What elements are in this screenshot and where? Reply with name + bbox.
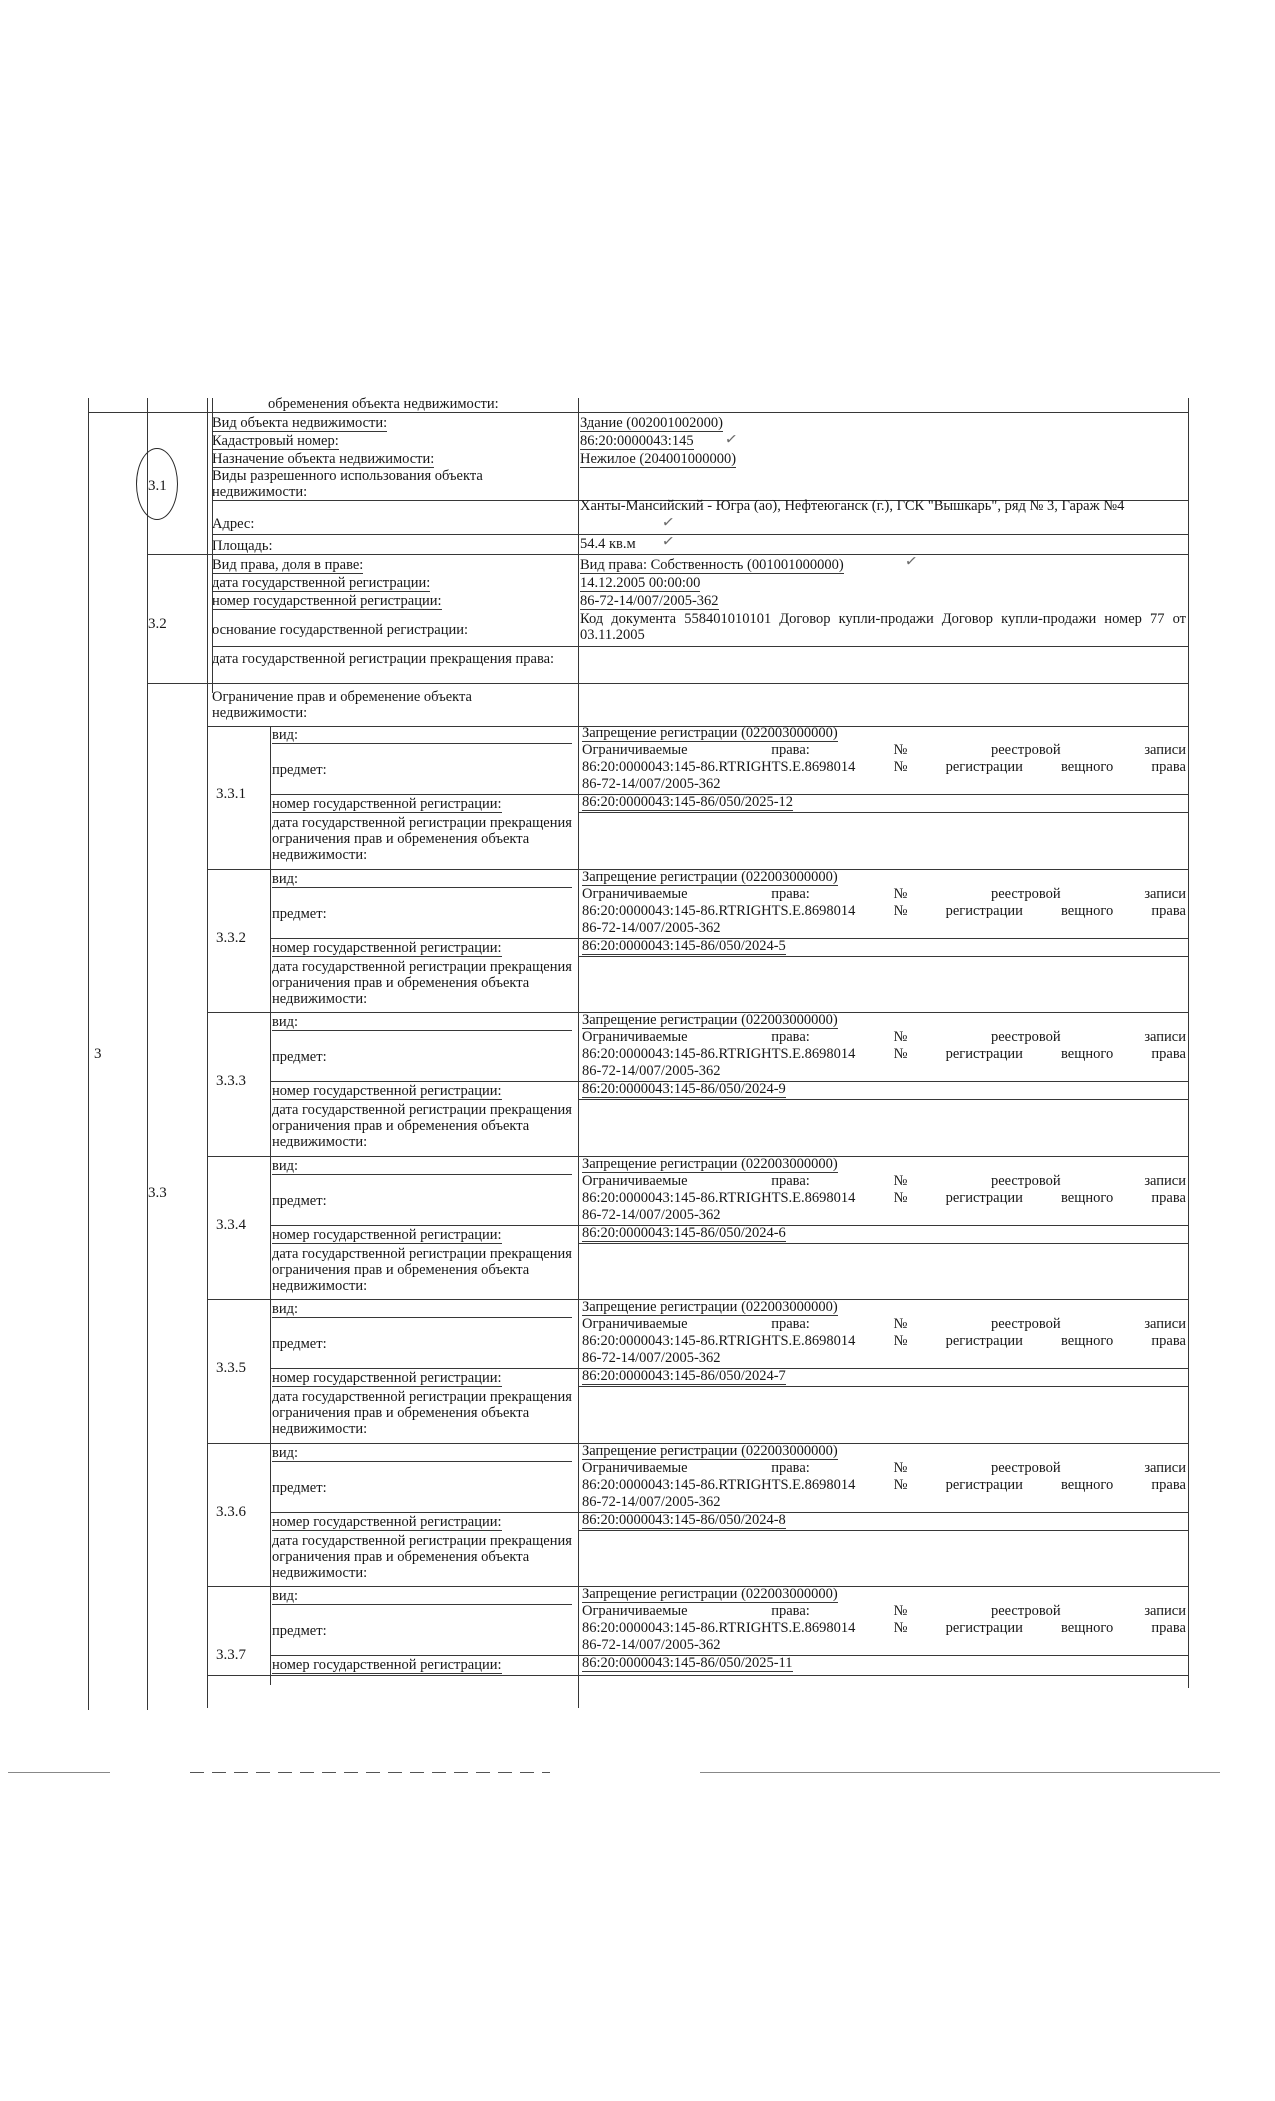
s32-right-value: Вид права: Собственность (001001000000) <box>580 557 844 573</box>
item-subject-word: вещного <box>1061 759 1114 775</box>
item-subject-word: № <box>893 742 908 758</box>
item-subject-line1 <box>582 1603 1186 1619</box>
item-subject-word: 86:20:0000043:145-86.RTRIGHTS.E.8698014 <box>582 1189 856 1206</box>
item-subject-word: записи <box>1144 742 1186 758</box>
item-subject-word: Ограничиваемые <box>582 1459 688 1476</box>
item-subject-line2 <box>582 759 1186 775</box>
item-subject-word: права: <box>771 742 810 758</box>
s31-address-value: Ханты-Мансийский - Югра (ао), Нефтеюганск (г.), ГСК "Вышкарь", ряд № 3, Гараж №4 <box>580 498 1125 514</box>
item-subject-line2 <box>582 1620 1186 1636</box>
s32-right-label: Вид права, доля в праве: <box>212 557 364 573</box>
s31-address-label: Адрес: <box>212 516 255 532</box>
item-kind-label: вид: <box>272 1588 572 1605</box>
item-number: 3.3.1 <box>216 786 246 802</box>
top-row-label: обременения объекта недвижимости: <box>268 396 499 412</box>
item-regnum-label: номер государственной регистрации: <box>272 939 502 956</box>
item-kind-value: Запрещение регистрации (022003000000) <box>582 1155 838 1172</box>
item-subject-line3: 86-72-14/007/2005-362 <box>582 919 721 936</box>
scan-line <box>700 1772 1220 1773</box>
item-subject-label: предмет: <box>272 905 327 922</box>
item-regnum-value: 86:20:0000043:145-86/050/2024-7 <box>582 1368 786 1384</box>
s32-date-value: 14.12.2005 00:00:00 <box>580 575 701 591</box>
s31-area-value: 54.4 кв.м <box>580 536 636 552</box>
item-number: 3.3.2 <box>216 929 246 946</box>
item-subject-word: № <box>893 1172 908 1189</box>
item-subject-line2 <box>582 903 1186 919</box>
grid-line <box>270 1300 271 1444</box>
item-enddate-label: дата государственной регистрации прекращения ограничения прав и обременения объекта недвижимости: <box>272 958 572 1007</box>
item-subject-line1 <box>582 1173 1186 1189</box>
item-regnum-value: 86:20:0000043:145-86/050/2024-8 <box>582 1511 786 1528</box>
item-kind-label: вид: <box>272 1445 572 1462</box>
s31-purpose-value: Нежилое (204001000000) <box>580 451 737 467</box>
grid-line <box>270 1444 271 1588</box>
grid-line <box>212 534 1188 535</box>
item-subject-line3: 86-72-14/007/2005-362 <box>582 776 721 792</box>
item-subject-label: предмет: <box>272 1479 327 1496</box>
item-subject-word: регистрации <box>945 759 1023 775</box>
item-kind-label: вид: <box>272 1301 572 1318</box>
item-subject-word: записи <box>1144 1603 1186 1619</box>
item-subject-word: 86:20:0000043:145-86.RTRIGHTS.E.8698014 <box>582 759 856 775</box>
item-kind-label: вид: <box>272 1014 572 1031</box>
grid-line <box>147 554 1188 555</box>
s32-basis-value: Код документа 558401010101 Договор купли-продажи Договор купли-продажи номер 77 от 03.11.2005 <box>580 611 1186 643</box>
handwritten-check-icon: ✓ <box>660 533 676 551</box>
item-kind-value: Запрещение регистрации (022003000000) <box>582 868 838 885</box>
s31-use-label: Виды разрешенного использования объекта недвижимости: <box>212 468 483 500</box>
grid-line <box>578 1386 1188 1387</box>
grid-line <box>270 1013 271 1157</box>
item-subject-line1 <box>582 1029 1186 1045</box>
item-kind-label: вид: <box>272 871 572 888</box>
item-subject-word: № <box>893 1029 908 1045</box>
item-regnum-label: номер государственной регистрации: <box>272 1226 502 1243</box>
item-subject-word: № <box>893 759 908 775</box>
handwritten-check-icon: ✓ <box>903 553 919 571</box>
item-subject-word: права <box>1151 1189 1186 1206</box>
item-subject-word: Ограничиваемые <box>582 1316 688 1332</box>
grid-line <box>578 1530 1188 1531</box>
item-subject-word: реестровой <box>990 1029 1061 1045</box>
item-enddate-label: дата государственной регистрации прекращения ограничения прав и обременения объекта недвижимости: <box>272 815 572 863</box>
item-kind-value: Запрещение регистрации (022003000000) <box>582 1586 838 1602</box>
item-subject-word: Ограничиваемые <box>582 885 688 902</box>
scan-line <box>8 1772 110 1773</box>
item-subject-word: реестровой <box>990 1459 1061 1476</box>
item-subject-word: права: <box>771 1316 810 1332</box>
item-number: 3.3.7 <box>216 1647 246 1663</box>
item-subject-line3: 86-72-14/007/2005-362 <box>582 1637 721 1653</box>
item-regnum-value: 86:20:0000043:145-86/050/2024-5 <box>582 937 786 954</box>
s32-basis-label: основание государственной регистрации: <box>212 622 469 638</box>
item-subject-word: № <box>893 1620 908 1636</box>
item-kind-value: Запрещение регистрации (022003000000) <box>582 725 838 741</box>
grid-line <box>578 812 1188 813</box>
item-subject-word: права: <box>771 1603 810 1619</box>
item-regnum-value: 86:20:0000043:145-86/050/2024-6 <box>582 1224 786 1241</box>
item-subject-word: права: <box>771 1029 810 1045</box>
item-subject-word: регистрации <box>945 1476 1023 1493</box>
item-subject-word: Ограничиваемые <box>582 742 688 758</box>
item-subject-label: предмет: <box>272 762 327 778</box>
s31-cadastral-value: 86:20:0000043:145 <box>580 433 694 449</box>
grid-line <box>88 412 1188 413</box>
item-subject-word: регистрации <box>945 1189 1023 1206</box>
item-subject-line2 <box>582 1046 1186 1062</box>
item-subject-word: вещного <box>1061 1046 1114 1062</box>
section-number: 3 <box>94 1046 102 1062</box>
item-subject-word: 86:20:0000043:145-86.RTRIGHTS.E.8698014 <box>582 902 856 919</box>
item-enddate-label: дата государственной регистрации прекращения ограничения прав и обременения объекта недвижимости: <box>272 1389 572 1437</box>
item-subject-word: вещного <box>1061 1620 1114 1636</box>
item-enddate-label: дата государственной регистрации прекращения ограничения прав и обременения объекта недвижимости: <box>272 1532 572 1581</box>
s32-regnum-value: 86-72-14/007/2005-362 <box>580 593 719 609</box>
item-kind-label: вид: <box>272 727 572 744</box>
item-subject-word: № <box>893 1603 908 1619</box>
item-subject-word: 86:20:0000043:145-86.RTRIGHTS.E.8698014 <box>582 1333 856 1349</box>
s32-date-label: дата государственной регистрации: <box>212 575 431 591</box>
item-subject-word: регистрации <box>945 1620 1023 1636</box>
item-subject-line2 <box>582 1333 1186 1349</box>
grid-line <box>578 956 1188 957</box>
item-subject-word: реестровой <box>990 1316 1061 1332</box>
item-subject-word: права <box>1151 1476 1186 1493</box>
item-kind-label: вид: <box>272 1158 572 1175</box>
item-subject-word: реестровой <box>990 885 1061 902</box>
grid-line <box>270 1587 271 1685</box>
item-subject-word: № <box>893 1333 908 1349</box>
item-subject-word: Ограничиваемые <box>582 1029 688 1045</box>
grid-line <box>578 1099 1188 1100</box>
item-subject-word: реестровой <box>990 742 1061 758</box>
item-regnum-label: номер государственной регистрации: <box>272 1657 502 1673</box>
item-subject-line3: 86-72-14/007/2005-362 <box>582 1063 721 1079</box>
item-subject-word: № <box>893 902 908 919</box>
item-subject-word: регистрации <box>945 1333 1023 1349</box>
item-subject-word: вещного <box>1061 1476 1114 1493</box>
s31-area-label: Площадь: <box>212 538 273 554</box>
item-subject-line3: 86-72-14/007/2005-362 <box>582 1206 721 1223</box>
item-enddate-label: дата государственной регистрации прекращения ограничения прав и обременения объекта недвижимости: <box>272 1245 572 1294</box>
item-number: 3.3.4 <box>216 1216 246 1233</box>
item-number: 3.3.3 <box>216 1073 246 1089</box>
item-subject-word: реестровой <box>990 1603 1061 1619</box>
item-subject-word: записи <box>1144 1316 1186 1332</box>
item-subject-word: права: <box>771 885 810 902</box>
item-regnum-label: номер государственной регистрации: <box>272 1370 502 1386</box>
grid-line <box>207 1675 1188 1676</box>
item-subject-word: права <box>1151 759 1186 775</box>
item-subject-label: предмет: <box>272 1623 327 1639</box>
s31-kind-value: Здание (002001002000) <box>580 415 723 431</box>
item-regnum-label: номер государственной регистрации: <box>272 1513 502 1530</box>
item-enddate-label: дата государственной регистрации прекращения ограничения прав и обременения объекта недвижимости: <box>272 1102 572 1150</box>
item-subject-word: регистрации <box>945 902 1023 919</box>
grid-line <box>147 398 148 1710</box>
item-subject-word: права <box>1151 1046 1186 1062</box>
item-subject-line3: 86-72-14/007/2005-362 <box>582 1350 721 1366</box>
s31-cadastral-label: Кадастровый номер: <box>212 433 339 449</box>
handwritten-check-icon: ✓ <box>660 514 676 532</box>
s31-number: 3.1 <box>148 478 167 494</box>
item-subject-word: 86:20:0000043:145-86.RTRIGHTS.E.8698014 <box>582 1476 856 1493</box>
item-subject-word: 86:20:0000043:145-86.RTRIGHTS.E.8698014 <box>582 1046 856 1062</box>
s32-end-label: дата государственной регистрации прекращения права: <box>212 651 555 667</box>
item-subject-word: вещного <box>1061 1333 1114 1349</box>
grid-line <box>1188 398 1189 1688</box>
item-subject-word: права: <box>771 1459 810 1476</box>
item-subject-word: права <box>1151 902 1186 919</box>
s33-header: Ограничение прав и обременение объекта недвижимости: <box>212 689 472 721</box>
item-regnum-value: 86:20:0000043:145-86/050/2025-11 <box>582 1655 793 1671</box>
item-subject-line1 <box>582 742 1186 758</box>
item-subject-word: Ограничиваемые <box>582 1603 688 1619</box>
item-subject-word: № <box>893 1316 908 1332</box>
item-subject-word: реестровой <box>990 1172 1061 1189</box>
item-subject-word: регистрации <box>945 1046 1023 1062</box>
item-kind-value: Запрещение регистрации (022003000000) <box>582 1012 838 1028</box>
item-subject-label: предмет: <box>272 1192 327 1209</box>
grid-line <box>207 398 208 1708</box>
item-subject-line1 <box>582 886 1186 902</box>
s32-regnum-label: номер государственной регистрации: <box>212 593 442 609</box>
item-subject-line3: 86-72-14/007/2005-362 <box>582 1493 721 1510</box>
s31-kind-label: Вид объекта недвижимости: <box>212 415 388 431</box>
item-regnum-label: номер государственной регистрации: <box>272 796 502 812</box>
item-subject-word: записи <box>1144 1172 1186 1189</box>
item-subject-word: записи <box>1144 1459 1186 1476</box>
item-regnum-label: номер государственной регистрации: <box>272 1083 502 1099</box>
grid-line <box>578 1243 1188 1244</box>
grid-line <box>270 1157 271 1301</box>
item-regnum-value: 86:20:0000043:145-86/050/2025-12 <box>582 794 794 810</box>
item-subject-line1 <box>582 1460 1186 1476</box>
scan-line <box>190 1772 550 1773</box>
s33-number: 3.3 <box>148 1185 167 1201</box>
item-number: 3.3.6 <box>216 1503 246 1520</box>
s31-purpose-label: Назначение объекта недвижимости: <box>212 451 435 467</box>
item-subject-label: предмет: <box>272 1336 327 1352</box>
item-subject-word: № <box>893 1046 908 1062</box>
item-subject-label: предмет: <box>272 1049 327 1065</box>
item-subject-line1 <box>582 1316 1186 1332</box>
item-subject-line2 <box>582 1477 1186 1493</box>
item-subject-word: вещного <box>1061 902 1114 919</box>
grid-line <box>270 870 271 1014</box>
s32-number: 3.2 <box>148 616 167 632</box>
grid-line <box>212 646 1188 647</box>
item-subject-word: № <box>893 1459 908 1476</box>
item-subject-word: записи <box>1144 885 1186 902</box>
item-number: 3.3.5 <box>216 1360 246 1376</box>
item-subject-word: записи <box>1144 1029 1186 1045</box>
item-subject-line2 <box>582 1190 1186 1206</box>
item-subject-word: Ограничиваемые <box>582 1172 688 1189</box>
item-subject-word: права <box>1151 1620 1186 1636</box>
item-subject-word: 86:20:0000043:145-86.RTRIGHTS.E.8698014 <box>582 1620 856 1636</box>
grid-line <box>270 726 271 870</box>
item-subject-word: вещного <box>1061 1189 1114 1206</box>
grid-line <box>147 683 1188 684</box>
handwritten-check-icon: ✓ <box>723 431 739 449</box>
item-subject-word: № <box>893 1476 908 1493</box>
item-subject-word: № <box>893 1189 908 1206</box>
item-kind-value: Запрещение регистрации (022003000000) <box>582 1442 838 1459</box>
grid-line <box>88 398 89 1710</box>
item-subject-word: права <box>1151 1333 1186 1349</box>
item-subject-word: права: <box>771 1172 810 1189</box>
item-kind-value: Запрещение регистрации (022003000000) <box>582 1299 838 1315</box>
item-regnum-value: 86:20:0000043:145-86/050/2024-9 <box>582 1081 786 1097</box>
item-subject-word: № <box>893 885 908 902</box>
